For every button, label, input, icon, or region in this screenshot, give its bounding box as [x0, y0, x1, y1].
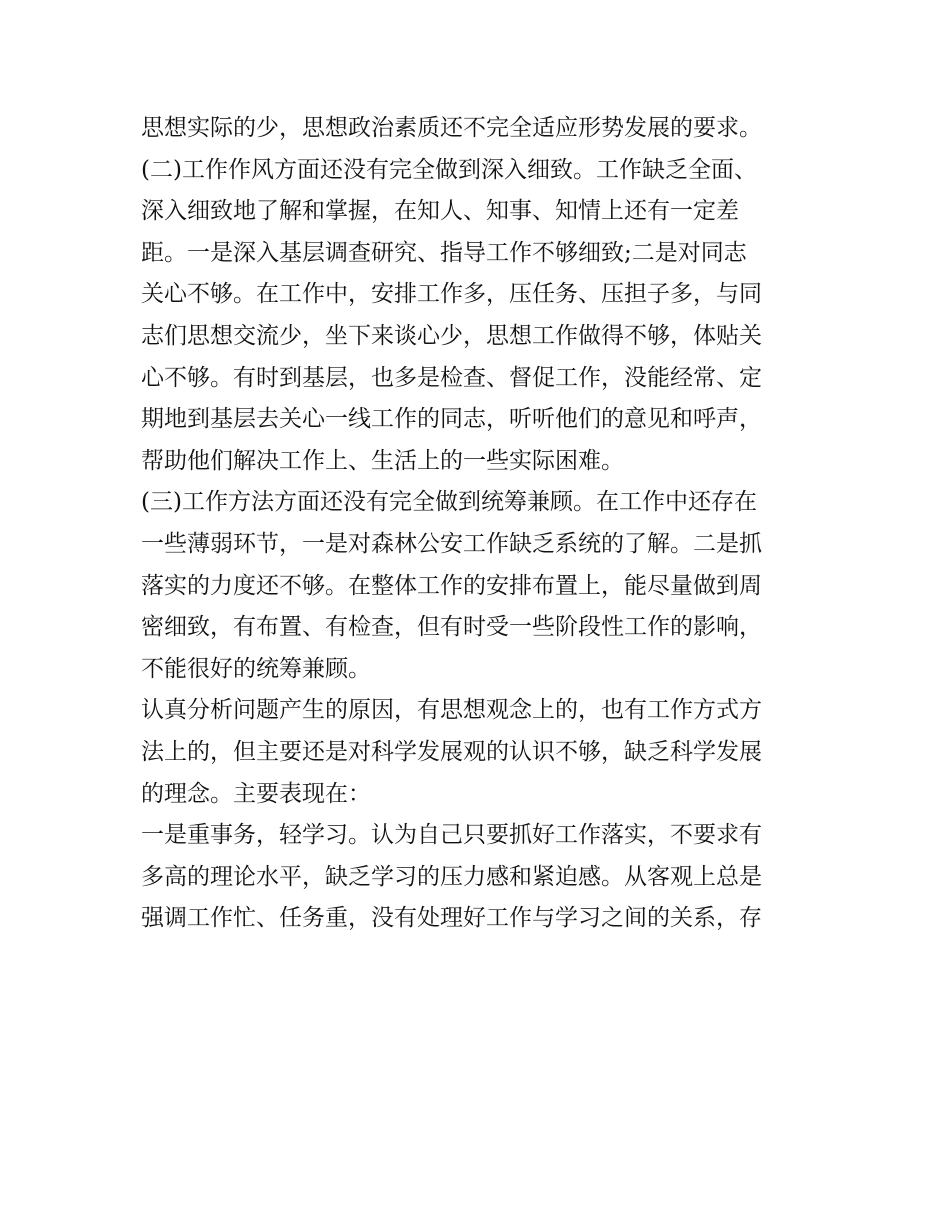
text-line: 深入细致地了解和掌握，在知人、知事、知情上还有一定差 [141, 198, 739, 225]
text-line: 志们思想交流少，坐下来谈心少，思想工作做得不够，体贴关 [141, 322, 762, 349]
text-line: 多高的理论水平，缺乏学习的压力感和紧迫感。从客观上总是 [141, 863, 762, 890]
text-line: 距。一是深入基层调查研究、指导工作不够细致;二是对同志 [141, 239, 747, 266]
text-line: 密细致，有布置、有检查，但有时受一些阶段性工作的影响， [141, 614, 762, 641]
text-line: 思想实际的少，思想政治素质还不完全适应形势发展的要求。 [141, 115, 762, 141]
text-line: (二)工作作风方面还没有完全做到深入细致。工作缺乏全面、 [141, 156, 757, 183]
text-line: 期地到基层去关心一线工作的同志，听听他们的意见和呼声， [141, 406, 762, 433]
text-line: 强调工作忙、任务重，没有处理好工作与学习之间的关系，存 [141, 905, 762, 932]
text-line: 一是重事务，轻学习。认为自己只要抓好工作落实，不要求有 [141, 822, 762, 849]
text-line: 落实的力度还不够。在整体工作的安排布置上，能尽量做到周 [141, 572, 762, 599]
text-line: 心不够。有时到基层，也多是检查、督促工作，没能经常、定 [141, 364, 762, 391]
text-line: 法上的，但主要还是对科学发展观的认识不够，缺乏科学发展 [141, 738, 762, 765]
text-line: 的理念。主要表现在： [141, 780, 371, 807]
text-line: 帮助他们解决工作上、生活上的一些实际困难。 [141, 447, 624, 474]
text-line: 关心不够。在工作中，安排工作多，压任务、压担子多，与同 [141, 281, 762, 308]
text-line: 不能很好的统筹兼顾。 [141, 655, 371, 682]
text-line: (三)工作方法方面还没有完全做到统筹兼顾。在工作中还存在 [141, 489, 757, 516]
text-line: 认真分析问题产生的原因，有思想观念上的，也有工作方式方 [141, 697, 762, 724]
text-line: 一些薄弱环节，一是对森林公安工作缺乏系统的了解。二是抓 [141, 530, 762, 557]
body-text [141, 108, 831, 940]
